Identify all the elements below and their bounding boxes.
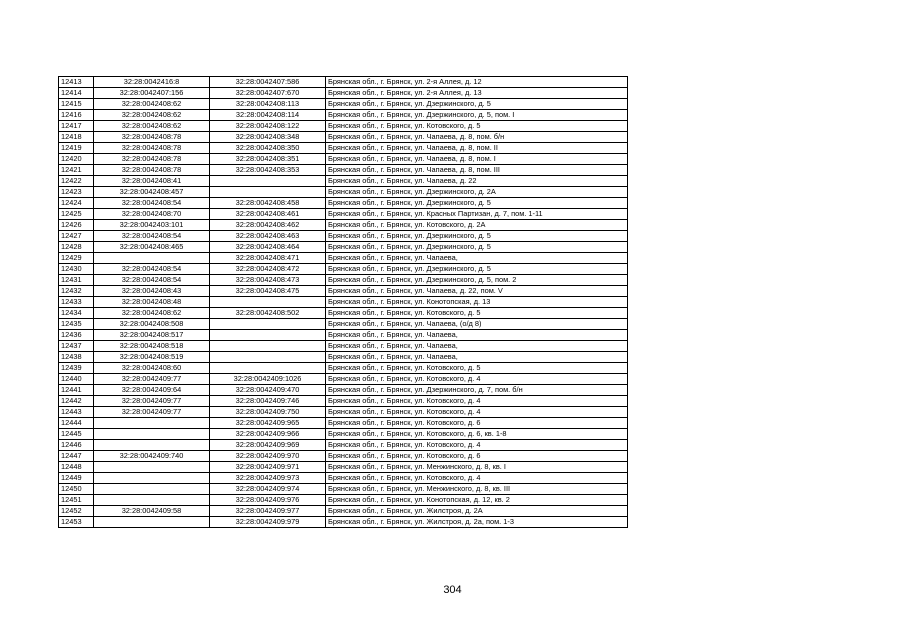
row-number-cell: 12442: [59, 396, 94, 407]
table-row: [59, 209, 628, 220]
row-number-cell: 12436: [59, 330, 94, 341]
table-row: [59, 154, 628, 165]
address-cell: Брянская обл., г. Брянск, ул. Менжинского, д. 8, кв. I: [326, 462, 628, 473]
parcel-cadastral-number-cell: 32:28:0042408:78: [94, 154, 210, 165]
parcel-cadastral-number-cell: 32:28:0042408:54: [94, 264, 210, 275]
row-number-cell: 12426: [59, 220, 94, 231]
table-row: [59, 286, 628, 297]
table-row: [59, 77, 628, 88]
parcel-cadastral-number-cell: 32:28:0042409:58: [94, 506, 210, 517]
object-cadastral-number-cell: 32:28:0042409:976: [210, 495, 326, 506]
row-number-cell: 12430: [59, 264, 94, 275]
address-cell: Брянская обл., г. Брянск, ул. Дзержинского, д. 5: [326, 99, 628, 110]
address-cell: Брянская обл., г. Брянск, ул. Котовского, д. 5: [326, 308, 628, 319]
row-number-cell: 12447: [59, 451, 94, 462]
table-row: [59, 143, 628, 154]
object-cadastral-number-cell: 32:28:0042408:122: [210, 121, 326, 132]
table-row: [59, 165, 628, 176]
table-row: [59, 407, 628, 418]
row-number-cell: 12452: [59, 506, 94, 517]
parcel-cadastral-number-cell: 32:28:0042409:77: [94, 407, 210, 418]
table-row: [59, 121, 628, 132]
parcel-cadastral-number-cell: 32:28:0042408:62: [94, 110, 210, 121]
address-cell: Брянская обл., г. Брянск, ул. Чапаева, (о/д 8): [326, 319, 628, 330]
table-row: [59, 187, 628, 198]
address-cell: Брянская обл., г. Брянск, ул. Чапаева, д. 8, пом. б/н: [326, 132, 628, 143]
parcel-cadastral-number-cell: 32:28:0042408:518: [94, 341, 210, 352]
parcel-cadastral-number-cell: 32:28:0042408:78: [94, 143, 210, 154]
object-cadastral-number-cell: 32:28:0042408:502: [210, 308, 326, 319]
parcel-cadastral-number-cell: 32:28:0042403:101: [94, 220, 210, 231]
row-number-cell: 12413: [59, 77, 94, 88]
parcel-cadastral-number-cell: 32:28:0042408:48: [94, 297, 210, 308]
parcel-cadastral-number-cell: [94, 473, 210, 484]
address-cell: Брянская обл., г. Брянск, ул. Котовского, д. 4: [326, 407, 628, 418]
object-cadastral-number-cell: [210, 352, 326, 363]
object-cadastral-number-cell: 32:28:0042407:586: [210, 77, 326, 88]
row-number-cell: 12444: [59, 418, 94, 429]
address-cell: Брянская обл., г. Брянск, ул. Чапаева,: [326, 330, 628, 341]
row-number-cell: 12414: [59, 88, 94, 99]
object-cadastral-number-cell: 32:28:0042409:746: [210, 396, 326, 407]
object-cadastral-number-cell: 32:28:0042408:471: [210, 253, 326, 264]
address-cell: Брянская обл., г. Брянск, ул. Котовского, д. 4: [326, 374, 628, 385]
table-row: [59, 220, 628, 231]
object-cadastral-number-cell: [210, 319, 326, 330]
table-row: [59, 132, 628, 143]
row-number-cell: 12417: [59, 121, 94, 132]
object-cadastral-number-cell: 32:28:0042408:114: [210, 110, 326, 121]
table-row: [59, 110, 628, 121]
parcel-cadastral-number-cell: 32:28:0042407:156: [94, 88, 210, 99]
row-number-cell: 12422: [59, 176, 94, 187]
table-row: [59, 462, 628, 473]
address-cell: Брянская обл., г. Брянск, ул. Дзержинского, д. 2А: [326, 187, 628, 198]
table-row: [59, 473, 628, 484]
object-cadastral-number-cell: [210, 297, 326, 308]
table-row: [59, 517, 628, 528]
parcel-cadastral-number-cell: 32:28:0042409:64: [94, 385, 210, 396]
table-row: [59, 264, 628, 275]
parcel-cadastral-number-cell: 32:28:0042408:508: [94, 319, 210, 330]
row-number-cell: 12433: [59, 297, 94, 308]
parcel-cadastral-number-cell: 32:28:0042408:54: [94, 275, 210, 286]
table-row: [59, 341, 628, 352]
row-number-cell: 12421: [59, 165, 94, 176]
address-cell: Брянская обл., г. Брянск, ул. Дзержинского, д. 5: [326, 242, 628, 253]
table-row: [59, 176, 628, 187]
address-cell: Брянская обл., г. Брянск, ул. Менжинского, д. 8, кв. III: [326, 484, 628, 495]
row-number-cell: 12429: [59, 253, 94, 264]
parcel-cadastral-number-cell: 32:28:0042408:43: [94, 286, 210, 297]
row-number-cell: 12415: [59, 99, 94, 110]
object-cadastral-number-cell: [210, 363, 326, 374]
object-cadastral-number-cell: 32:28:0042408:463: [210, 231, 326, 242]
address-cell: Брянская обл., г. Брянск, ул. Котовского, д. 6, кв. 1-8: [326, 429, 628, 440]
address-cell: Брянская обл., г. Брянск, ул. Чапаева, д. 22, пом. V: [326, 286, 628, 297]
address-cell: Брянская обл., г. Брянск, ул. Чапаева,: [326, 341, 628, 352]
object-cadastral-number-cell: 32:28:0042409:750: [210, 407, 326, 418]
table-row: [59, 297, 628, 308]
parcel-cadastral-number-cell: 32:28:0042408:62: [94, 308, 210, 319]
address-cell: Брянская обл., г. Брянск, ул. Котовского, д. 4: [326, 473, 628, 484]
object-cadastral-number-cell: 32:28:0042409:969: [210, 440, 326, 451]
parcel-cadastral-number-cell: 32:28:0042408:519: [94, 352, 210, 363]
parcel-cadastral-number-cell: [94, 418, 210, 429]
table-row: [59, 275, 628, 286]
object-cadastral-number-cell: 32:28:0042409:977: [210, 506, 326, 517]
row-number-cell: 12424: [59, 198, 94, 209]
parcel-cadastral-number-cell: 32:28:0042408:457: [94, 187, 210, 198]
object-cadastral-number-cell: 32:28:0042408:458: [210, 198, 326, 209]
object-cadastral-number-cell: [210, 176, 326, 187]
address-cell: Брянская обл., г. Брянск, ул. Дзержинского, д. 7, пом. б/н: [326, 385, 628, 396]
object-cadastral-number-cell: 32:28:0042409:965: [210, 418, 326, 429]
row-number-cell: 12448: [59, 462, 94, 473]
table-row: [59, 231, 628, 242]
row-number-cell: 12431: [59, 275, 94, 286]
row-number-cell: 12428: [59, 242, 94, 253]
table-row: [59, 396, 628, 407]
object-cadastral-number-cell: 32:28:0042409:1026: [210, 374, 326, 385]
object-cadastral-number-cell: 32:28:0042409:966: [210, 429, 326, 440]
parcel-cadastral-number-cell: 32:28:0042408:54: [94, 231, 210, 242]
parcel-cadastral-number-cell: 32:28:0042408:465: [94, 242, 210, 253]
page-number: 304: [443, 584, 462, 596]
object-cadastral-number-cell: 32:28:0042408:113: [210, 99, 326, 110]
parcel-cadastral-number-cell: 32:28:0042409:77: [94, 396, 210, 407]
row-number-cell: 12420: [59, 154, 94, 165]
row-number-cell: 12427: [59, 231, 94, 242]
table-row: [59, 99, 628, 110]
object-cadastral-number-cell: 32:28:0042408:461: [210, 209, 326, 220]
object-cadastral-number-cell: 32:28:0042408:475: [210, 286, 326, 297]
object-cadastral-number-cell: 32:28:0042408:351: [210, 154, 326, 165]
object-cadastral-number-cell: 32:28:0042408:348: [210, 132, 326, 143]
parcel-cadastral-number-cell: 32:28:0042408:62: [94, 99, 210, 110]
row-number-cell: 12451: [59, 495, 94, 506]
address-cell: Брянская обл., г. Брянск, ул. Чапаева, д. 8, пом. III: [326, 165, 628, 176]
parcel-cadastral-number-cell: [94, 440, 210, 451]
parcel-cadastral-number-cell: [94, 462, 210, 473]
row-number-cell: 12425: [59, 209, 94, 220]
object-cadastral-number-cell: 32:28:0042408:462: [210, 220, 326, 231]
parcel-cadastral-number-cell: [94, 253, 210, 264]
table-row: [59, 88, 628, 99]
address-cell: Брянская обл., г. Брянск, ул. Котовского, д. 6: [326, 418, 628, 429]
object-cadastral-number-cell: 32:28:0042409:973: [210, 473, 326, 484]
address-cell: Брянская обл., г. Брянск, ул. Жилстроя, д. 2а, пом. 1-3: [326, 517, 628, 528]
table-row: [59, 242, 628, 253]
object-cadastral-number-cell: 32:28:0042408:353: [210, 165, 326, 176]
object-cadastral-number-cell: 32:28:0042408:473: [210, 275, 326, 286]
row-number-cell: 12446: [59, 440, 94, 451]
object-cadastral-number-cell: [210, 330, 326, 341]
parcel-cadastral-number-cell: 32:28:0042409:740: [94, 451, 210, 462]
address-cell: Брянская обл., г. Брянск, ул. Дзержинского, д. 5, пом. 2: [326, 275, 628, 286]
object-cadastral-number-cell: 32:28:0042408:464: [210, 242, 326, 253]
table-row: [59, 495, 628, 506]
row-number-cell: 12432: [59, 286, 94, 297]
parcel-cadastral-number-cell: 32:28:0042408:517: [94, 330, 210, 341]
table-row: [59, 352, 628, 363]
row-number-cell: 12418: [59, 132, 94, 143]
register-table-body: [59, 77, 628, 528]
address-cell: Брянская обл., г. Брянск, ул. 2-я Аллея, д. 12: [326, 77, 628, 88]
table-row: [59, 484, 628, 495]
address-cell: Брянская обл., г. Брянск, ул. Дзержинского, д. 5: [326, 198, 628, 209]
table-row: [59, 506, 628, 517]
parcel-cadastral-number-cell: 32:28:0042409:77: [94, 374, 210, 385]
row-number-cell: 12445: [59, 429, 94, 440]
table-row: [59, 330, 628, 341]
row-number-cell: 12434: [59, 308, 94, 319]
parcel-cadastral-number-cell: [94, 495, 210, 506]
property-register-table: [58, 76, 628, 528]
row-number-cell: 12423: [59, 187, 94, 198]
row-number-cell: 12441: [59, 385, 94, 396]
address-cell: Брянская обл., г. Брянск, ул. Чапаева, д. 22: [326, 176, 628, 187]
address-cell: Брянская обл., г. Брянск, ул. Конотопская, д. 13: [326, 297, 628, 308]
address-cell: Брянская обл., г. Брянск, ул. Чапаева, д. 8, пом. I: [326, 154, 628, 165]
row-number-cell: 12443: [59, 407, 94, 418]
address-cell: Брянская обл., г. Брянск, ул. Конотопская, д. 12, кв. 2: [326, 495, 628, 506]
row-number-cell: 12453: [59, 517, 94, 528]
table-row: [59, 198, 628, 209]
row-number-cell: 12438: [59, 352, 94, 363]
object-cadastral-number-cell: [210, 341, 326, 352]
object-cadastral-number-cell: 32:28:0042409:974: [210, 484, 326, 495]
address-cell: Брянская обл., г. Брянск, ул. Чапаева, д. 8, пом. II: [326, 143, 628, 154]
table-row: [59, 319, 628, 330]
address-cell: Брянская обл., г. Брянск, ул. Жилстроя, д. 2А: [326, 506, 628, 517]
parcel-cadastral-number-cell: [94, 484, 210, 495]
address-cell: Брянская обл., г. Брянск, ул. Красных Партизан, д. 7, пом. 1-11: [326, 209, 628, 220]
address-cell: Брянская обл., г. Брянск, ул. Котовского, д. 4: [326, 440, 628, 451]
parcel-cadastral-number-cell: [94, 517, 210, 528]
table-row: [59, 440, 628, 451]
table-row: [59, 253, 628, 264]
address-cell: Брянская обл., г. Брянск, ул. Дзержинского, д. 5, пом. I: [326, 110, 628, 121]
address-cell: Брянская обл., г. Брянск, ул. Котовского, д. 6: [326, 451, 628, 462]
address-cell: Брянская обл., г. Брянск, ул. Чапаева,: [326, 253, 628, 264]
parcel-cadastral-number-cell: 32:28:0042408:54: [94, 198, 210, 209]
address-cell: Брянская обл., г. Брянск, ул. Котовского, д. 5: [326, 363, 628, 374]
address-cell: Брянская обл., г. Брянск, ул. 2-я Аллея, д. 13: [326, 88, 628, 99]
parcel-cadastral-number-cell: [94, 429, 210, 440]
object-cadastral-number-cell: 32:28:0042409:979: [210, 517, 326, 528]
object-cadastral-number-cell: 32:28:0042409:970: [210, 451, 326, 462]
object-cadastral-number-cell: 32:28:0042408:350: [210, 143, 326, 154]
address-cell: Брянская обл., г. Брянск, ул. Котовского, д. 4: [326, 396, 628, 407]
row-number-cell: 12440: [59, 374, 94, 385]
object-cadastral-number-cell: [210, 187, 326, 198]
object-cadastral-number-cell: 32:28:0042409:971: [210, 462, 326, 473]
row-number-cell: 12416: [59, 110, 94, 121]
parcel-cadastral-number-cell: 32:28:0042408:60: [94, 363, 210, 374]
table-row: [59, 451, 628, 462]
row-number-cell: 12450: [59, 484, 94, 495]
table-row: [59, 374, 628, 385]
address-cell: Брянская обл., г. Брянск, ул. Котовского, д. 5: [326, 121, 628, 132]
row-number-cell: 12449: [59, 473, 94, 484]
object-cadastral-number-cell: 32:28:0042407:670: [210, 88, 326, 99]
table-row: [59, 385, 628, 396]
table-row: [59, 418, 628, 429]
address-cell: Брянская обл., г. Брянск, ул. Чапаева,: [326, 352, 628, 363]
parcel-cadastral-number-cell: 32:28:0042416:8: [94, 77, 210, 88]
parcel-cadastral-number-cell: 32:28:0042408:62: [94, 121, 210, 132]
parcel-cadastral-number-cell: 32:28:0042408:78: [94, 132, 210, 143]
table-row: [59, 363, 628, 374]
row-number-cell: 12439: [59, 363, 94, 374]
row-number-cell: 12419: [59, 143, 94, 154]
object-cadastral-number-cell: 32:28:0042409:470: [210, 385, 326, 396]
address-cell: Брянская обл., г. Брянск, ул. Дзержинского, д. 5: [326, 264, 628, 275]
row-number-cell: 12437: [59, 341, 94, 352]
table-row: [59, 429, 628, 440]
parcel-cadastral-number-cell: 32:28:0042408:78: [94, 165, 210, 176]
parcel-cadastral-number-cell: 32:28:0042408:41: [94, 176, 210, 187]
table-row: [59, 308, 628, 319]
parcel-cadastral-number-cell: 32:28:0042408:70: [94, 209, 210, 220]
address-cell: Брянская обл., г. Брянск, ул. Дзержинского, д. 5: [326, 231, 628, 242]
address-cell: Брянская обл., г. Брянск, ул. Котовского, д. 2А: [326, 220, 628, 231]
object-cadastral-number-cell: 32:28:0042408:472: [210, 264, 326, 275]
row-number-cell: 12435: [59, 319, 94, 330]
